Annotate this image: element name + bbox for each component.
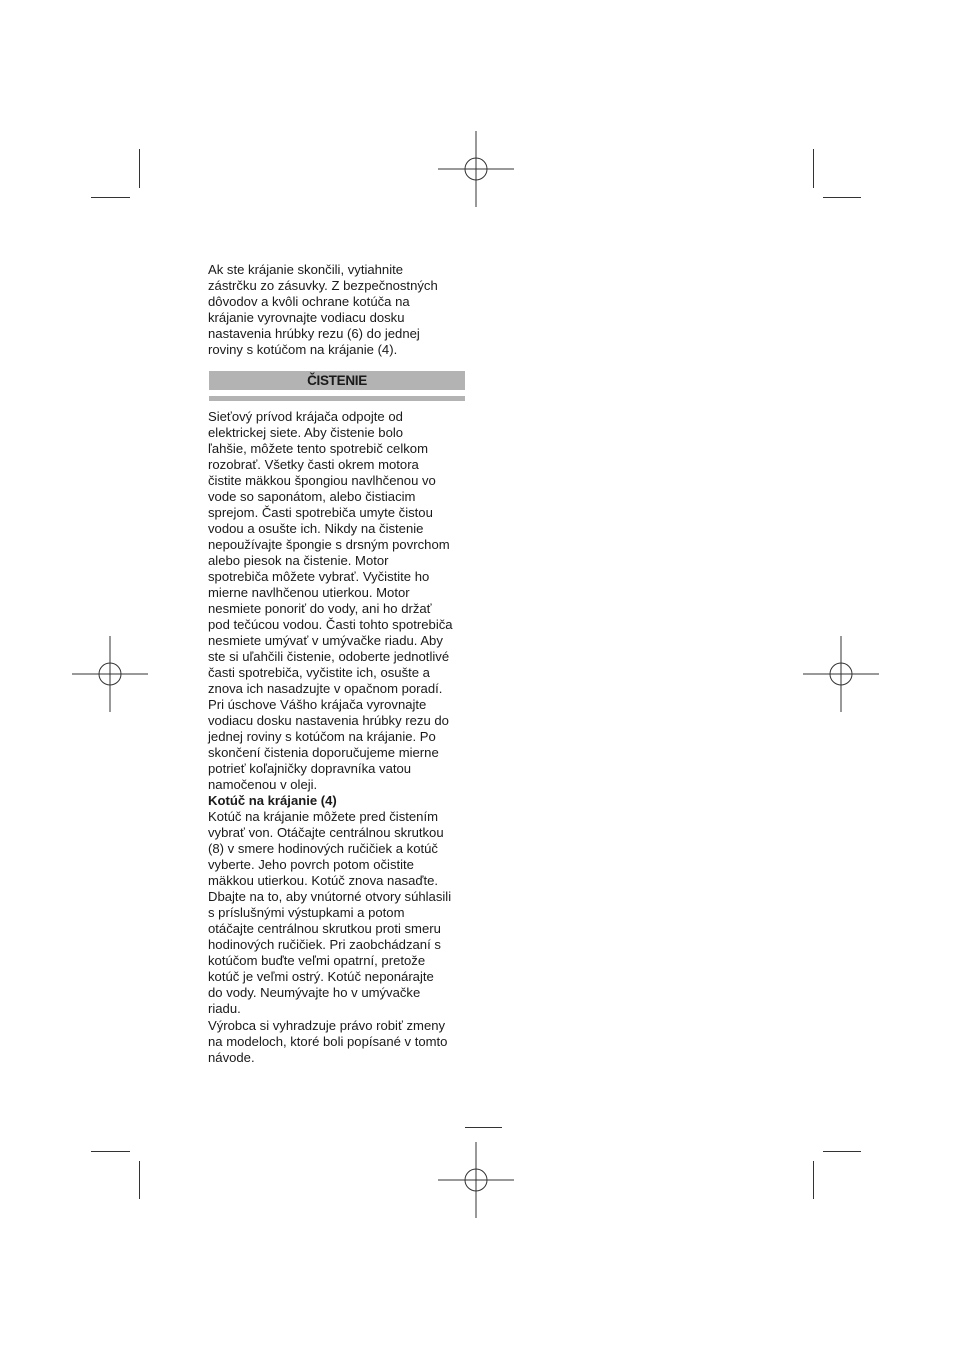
blade-subheading: Kotúč na krájanie (4) [208, 793, 337, 808]
crop-mark [139, 1161, 140, 1199]
crop-mark [139, 149, 140, 188]
crop-mark [823, 1151, 861, 1152]
page-number-rule [465, 1127, 502, 1128]
blade-paragraph: Kotúč na krájanie môžete pred čistením vybrať von. Otáčajte centrálnou skrutkou (8) v smere hodinových ručičiek a kotúč vyberte. Jeho povrch potom očistite mäkkou utierkou. Kotúč znova nasaďte. Dbajte na to, aby vnútorné otvory súhlasili s príslušnými výstupkami a potom otáčajte centrálnou skrutkou proti smeru hodinových ručičiek. Pri zaobchádzaní s kotúčom buďte veľmi opatrní, pretože kotúč je veľmi ostrý. Kotúč neponárajte do vody. Neumývajte ho v umývačke riadu. [208, 809, 452, 1016]
crop-mark [813, 149, 814, 188]
registration-mark-icon [438, 131, 514, 207]
crop-mark [813, 1161, 814, 1199]
crop-mark [91, 1151, 130, 1152]
cleaning-paragraph: Sieťový prívod krájača odpojte od elektrickej siete. Aby čistenie bolo ľahšie, môžete tento spotrebič celkom rozobrať. Všetky časti okrem motora čistite mäkkou špongiou navlhčenou vo vode so saponátom, alebo čistiacim sprejom. Časti spotrebiča umyte čistou vodou a osušte ich. Nikdy na čistenie nepoužívajte špongie s drsným povrchom alebo piesok na čistenie. Motor spotrebiča môžete vybrať. Vyčistite ho mierne navlhčenou utierkou. Motor nesmiete ponoriť do vody, ani ho držať pod tečúcou vodou. Časti tohto spotrebiča nesmiete umývať v umývačke riadu. Aby ste si uľahčili čistenie, odoberte jednotlivé časti spotrebiča, vyčistite ich, osušte a znova ich nasadzujte v opačnom poradí. Pri úschove Vášho krájača vyrovnajte vodiacu dosku nastavenia hrúbky rezu do jednej roviny s kotúčom na krájanie. Po skončení čistenia doporučujeme mierne potrieť koľajničky dopravníka vatou namočenou v oleji. [208, 409, 453, 792]
registration-mark-icon [803, 636, 879, 712]
section-heading: ČISTENIE [209, 371, 465, 390]
registration-mark-icon [438, 1142, 514, 1218]
crop-mark [91, 197, 130, 198]
intro-paragraph: Ak ste krájanie skončili, vytiahnite zástrčku zo zásuvky. Z bezpečnostných dôvodov a kvôli ochrane kotúča na krájanie vyrovnajte vodiacu dosku nastavenia hrúbky rezu (6) do jednej roviny s kotúčom na krájanie (4). [208, 262, 438, 357]
manufacturer-note: Výrobca si vyhradzuje právo robiť zmeny na modeloch, ktoré boli popísané v tomto návode. [208, 1018, 448, 1065]
registration-mark-icon [72, 636, 148, 712]
crop-mark [823, 197, 861, 198]
section-divider [209, 396, 465, 401]
